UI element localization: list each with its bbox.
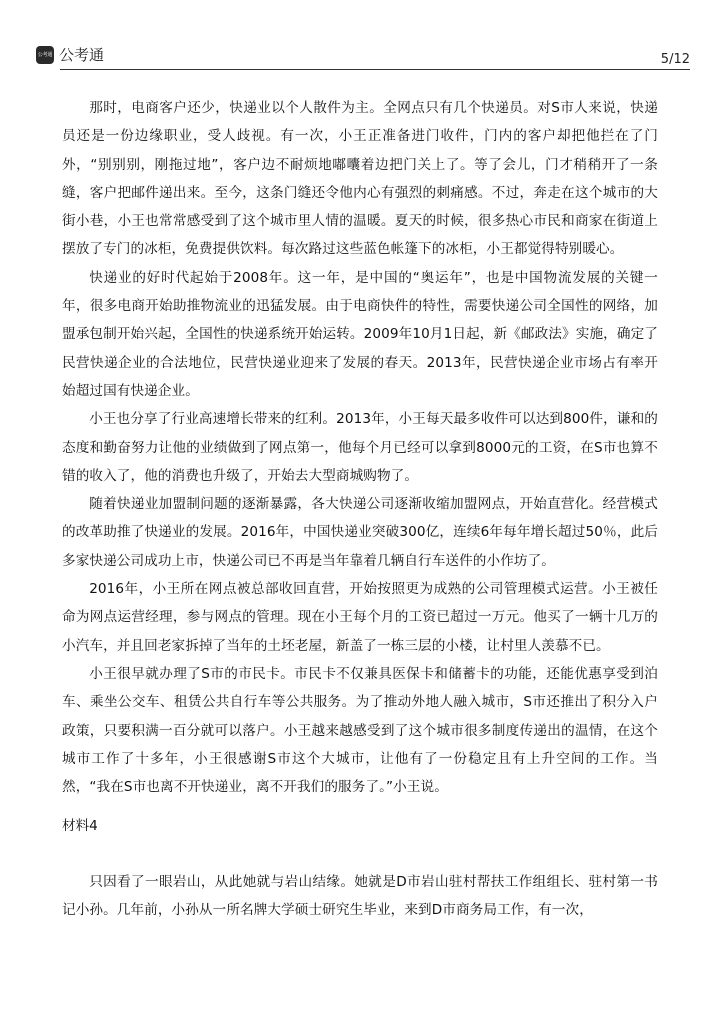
header-divider bbox=[60, 69, 690, 70]
page-number: 5/12 bbox=[660, 52, 690, 67]
brand-logo: 公考通 bbox=[36, 46, 54, 64]
paragraph: 小王也分享了行业高速增长带来的红利。2013年，小王每天最多收件可以达到800件，谦和的态度和勤奋努力让他的业绩做到了网点第一，他每个月已经可以拿到8000元的工资，在S市也算不错的收入了，他的消费也升级了，开始去大型商城购物了。 bbox=[62, 411, 658, 484]
material-heading: 材料4 bbox=[62, 818, 98, 835]
paragraph: 那时，电商客户还少，快递业以个人散件为主。全网点只有几个快递员。对S市人来说，快递员还是一份边缘职业，受人歧视。有一次，小王正准备进门收件，门内的客户却把他拦在了门外，“别别别，刚拖过地”，客户边不耐烦地嘟囔着边把门关上了。等了会儿，门才稍稍开了一条缝，客户把邮件递出来。至今，这条门缝还令他内心有强烈的刺痛感。不过，奔走在这个城市的大街小巷，小王也常常感受到了这个城市里人情的温暖。夏天的时候，很多热心市民和商家在街道上摆放了专门的冰柜，免费提供饮料。每次路过这些蓝色帐篷下的冰柜，小王都觉得特别暖心。 bbox=[62, 100, 658, 258]
page-header bbox=[36, 46, 690, 70]
paragraph: 随着快递业加盟制问题的逐渐暴露，各大快递公司逐渐收缩加盟网点，开始直营化。经营模式的改革助推了快递业的发展。2016年，中国快递业突破300亿，连续6年每年增长超过50％，此后多家快递公司成功上市，快递公司已不再是当年靠着几辆自行车送件的小作坊了。 bbox=[62, 496, 658, 569]
paragraph: 快递业的好时代起始于2008年。这一年，是中国的“奥运年”，也是中国物流发展的关键一年，很多电商开始助推物流业的迅猛发展。由于电商快件的特性，需要快递公司全国性的网络，加盟承包制开始兴起，全国性的快递系统开始运转。2009年10月1日起，新《邮政法》实施，确定了民营快递企业的合法地位，民营快递业迎来了发展的春天。2013年，民营快递企业市场占有率开始超过国有快递企业。 bbox=[62, 269, 658, 399]
paragraph: 只因看了一眼岩山，从此她就与岩山结缘。她就是D市岩山驻村帮扶工作组组长、驻村第一书记小孙。几年前，小孙从一所名牌大学硕士研究生毕业，来到D市商务局工作，有一次， bbox=[62, 873, 658, 919]
paragraph: 小王很早就办理了S市的市民卡。市民卡不仅兼具医保卡和储蓄卡的功能，还能优惠享受到泊车、乘坐公交车、租赁公共自行车等公共服务。为了推动外地人融入城市，S市还推出了积分入户政策，只要积满一百分就可以落户。小王越来越感受到了这个城市很多制度传递出的温情，在这个城市工作了十多年，小王很感谢S市这个大城市，让他有了一份稳定且有上升空间的工作。当然，“我在S市也离不开快递业，离不开我们的服务了。”小王说。 bbox=[62, 665, 658, 796]
document-body bbox=[62, 94, 658, 924]
paragraph: 2016年，小王所在网点被总部收回直营，开始按照更为成熟的公司管理模式运营。小王被任命为网点运营经理，参与网点的管理。现在小王每个月的工资已超过一万元。他买了一辆十几万的小汽车，并且回老家拆掉了当年的土坯老屋，新盖了一栋三层的小楼，让村里人羡慕不已。 bbox=[62, 581, 658, 654]
brand-name: 公考通 bbox=[59, 46, 105, 64]
